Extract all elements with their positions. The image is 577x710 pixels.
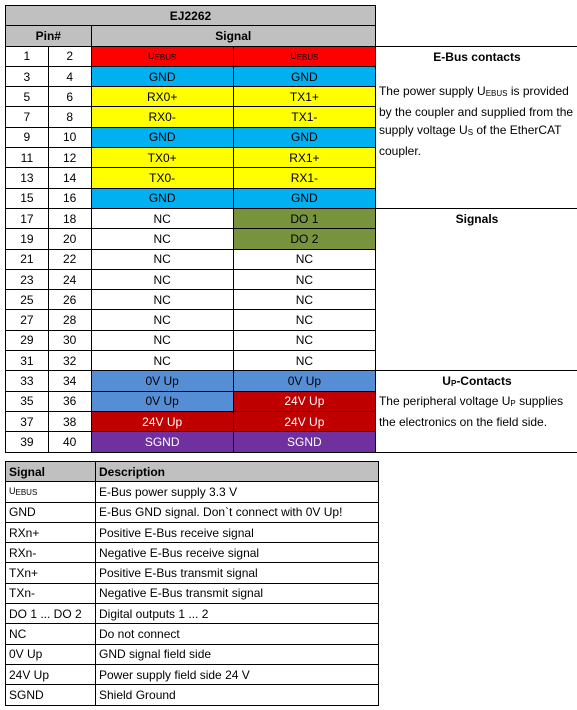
signal-cell: 0V Up	[91, 391, 233, 411]
pin-number: 39	[6, 432, 49, 452]
legend-signal: SGND	[6, 685, 96, 705]
signal-cell: NC	[91, 269, 233, 289]
signal-cell: NC	[233, 310, 375, 330]
legend-signal: TXn+	[6, 563, 96, 583]
signals-title: Signals	[455, 211, 499, 226]
pin-number: 2	[48, 46, 91, 66]
header-row	[6, 26, 577, 46]
title-row	[6, 6, 577, 26]
signal-cell: GND	[91, 127, 233, 147]
legend-row	[6, 604, 379, 624]
legend-row	[6, 644, 379, 664]
legend-row	[6, 685, 379, 705]
pin-number: 23	[6, 269, 49, 289]
legend-row	[6, 502, 379, 522]
pin-number: 26	[48, 290, 91, 310]
pin-number: 3	[6, 66, 49, 86]
table-row	[6, 371, 577, 391]
signal-cell: TX0-	[91, 168, 233, 188]
legend-description: Shield Ground	[96, 685, 379, 705]
legend-description: Positive E-Bus receive signal	[96, 522, 379, 542]
legend-row	[6, 522, 379, 542]
pin-number: 38	[48, 411, 91, 431]
table-row	[6, 46, 577, 66]
signal-legend-table	[5, 461, 379, 706]
pin-number: 35	[6, 391, 49, 411]
pin-number: 31	[6, 351, 49, 371]
signal-cell: NC	[91, 249, 233, 269]
signal-cell: GND	[233, 66, 375, 86]
signal-cell: NC	[233, 249, 375, 269]
legend-description: E-Bus GND signal. Don`t connect with 0V Up!	[96, 502, 379, 522]
pin-number: 20	[48, 229, 91, 249]
pin-number: 40	[48, 432, 91, 452]
legend-signal: GND	[6, 502, 96, 522]
signal-cell: NC	[91, 290, 233, 310]
legend-description: Digital outputs 1 ... 2	[96, 604, 379, 624]
pin-number: 17	[6, 208, 49, 228]
pin-number: 36	[48, 391, 91, 411]
signal-cell: NC	[91, 310, 233, 330]
pin-number: 25	[6, 290, 49, 310]
ebus-contacts-text: The power supply $U_{EBUS}$ is provided by the coupler and supplied from the supply voltage $U_S$ of the EtherCAT coupler.	[378, 83, 574, 158]
legend-signal: $U_{EBUS}$	[6, 482, 96, 502]
pin-number: 4	[48, 66, 91, 86]
pin-number: 30	[48, 330, 91, 350]
pin-assignment-table	[5, 5, 577, 453]
signal-cell: NC	[91, 229, 233, 249]
signal-cell: NC	[91, 208, 233, 228]
signal-cell: RX0-	[91, 107, 233, 127]
pin-number: 28	[48, 310, 91, 330]
ebus-contacts-title: E-Bus contacts	[433, 49, 521, 64]
legend-signal: RXn-	[6, 543, 96, 563]
pin-number: 27	[6, 310, 49, 330]
legend-description-header: Description	[96, 462, 379, 482]
pin-number: 18	[48, 208, 91, 228]
legend-header-row	[6, 462, 379, 482]
pin-number: 9	[6, 127, 49, 147]
legend-row	[6, 543, 379, 563]
legend-row	[6, 664, 379, 684]
signal-cell: 0V Up	[91, 371, 233, 391]
pin-number: 15	[6, 188, 49, 208]
signal-cell: NC	[233, 330, 375, 350]
ebus-contacts-note	[375, 46, 577, 208]
signal-cell: GND	[233, 127, 375, 147]
pin-number: 8	[48, 107, 91, 127]
pin-number: 14	[48, 168, 91, 188]
pin-number: 7	[6, 107, 49, 127]
pin-number: 13	[6, 168, 49, 188]
pin-header: Pin#	[6, 26, 92, 46]
signal-cell: RX1-	[233, 168, 375, 188]
signal-cell: TX1-	[233, 107, 375, 127]
signal-cell: TX1+	[233, 87, 375, 107]
legend-row	[6, 624, 379, 644]
legend-row	[6, 482, 379, 502]
legend-description: Negative E-Bus transmit signal	[96, 583, 379, 603]
legend-description: Do not connect	[96, 624, 379, 644]
legend-signal: TXn-	[6, 583, 96, 603]
signal-cell: RX0+	[91, 87, 233, 107]
signal-cell: GND	[91, 66, 233, 86]
signal-cell: 0V Up	[233, 371, 375, 391]
signal-cell: TX0+	[91, 148, 233, 168]
legend-signal: 0V Up	[6, 644, 96, 664]
signal-cell: $U_{EBUS}$	[233, 46, 375, 66]
signal-cell: GND	[91, 188, 233, 208]
signal-cell: NC	[233, 269, 375, 289]
legend-row	[6, 583, 379, 603]
legend-description: Positive E-Bus transmit signal	[96, 563, 379, 583]
pin-number: 11	[6, 148, 49, 168]
pin-number: 5	[6, 87, 49, 107]
pin-number: 19	[6, 229, 49, 249]
pin-number: 37	[6, 411, 49, 431]
signal-cell: 24V Up	[91, 411, 233, 431]
pin-number: 22	[48, 249, 91, 269]
legend-description: Negative E-Bus receive signal	[96, 543, 379, 563]
pin-number: 32	[48, 351, 91, 371]
pin-number: 1	[6, 46, 49, 66]
signal-cell: SGND	[91, 432, 233, 452]
signal-cell: 24V Up	[233, 411, 375, 431]
legend-signal: NC	[6, 624, 96, 644]
signal-cell: $U_{EBUS}$	[91, 46, 233, 66]
signals-note	[375, 208, 577, 370]
pin-number: 24	[48, 269, 91, 289]
signal-cell: GND	[233, 188, 375, 208]
signal-cell: DO 1	[233, 208, 375, 228]
signal-cell: 24V Up	[233, 391, 375, 411]
table-row	[6, 208, 577, 228]
legend-signal-header: Signal	[6, 462, 96, 482]
legend-description: Power supply field side 24 V	[96, 664, 379, 684]
pin-number: 33	[6, 371, 49, 391]
legend-description: GND signal field side	[96, 644, 379, 664]
pin-number: 34	[48, 371, 91, 391]
signal-header: Signal	[91, 26, 375, 46]
up-contacts-title: $U_P$-Contacts	[442, 374, 512, 389]
legend-description: E-Bus power supply 3.3 V	[96, 482, 379, 502]
up-contacts-text: The peripheral voltage $U_P$ supplies the electronics on the field side.	[378, 394, 564, 430]
legend-row	[6, 563, 379, 583]
legend-signal: 24V Up	[6, 664, 96, 684]
pin-number: 29	[6, 330, 49, 350]
pin-number: 16	[48, 188, 91, 208]
legend-signal: RXn+	[6, 522, 96, 542]
legend-signal: DO 1 ... DO 2	[6, 604, 96, 624]
pin-number: 21	[6, 249, 49, 269]
up-contacts-note	[375, 371, 577, 452]
signal-cell: NC	[233, 290, 375, 310]
pin-number: 10	[48, 127, 91, 147]
signal-cell: RX1+	[233, 148, 375, 168]
signal-cell: NC	[233, 351, 375, 371]
pin-number: 12	[48, 148, 91, 168]
signal-cell: NC	[91, 330, 233, 350]
signal-cell: NC	[91, 351, 233, 371]
signal-cell: SGND	[233, 432, 375, 452]
table-title: EJ2262	[6, 6, 376, 26]
signal-cell: DO 2	[233, 229, 375, 249]
pin-number: 6	[48, 87, 91, 107]
